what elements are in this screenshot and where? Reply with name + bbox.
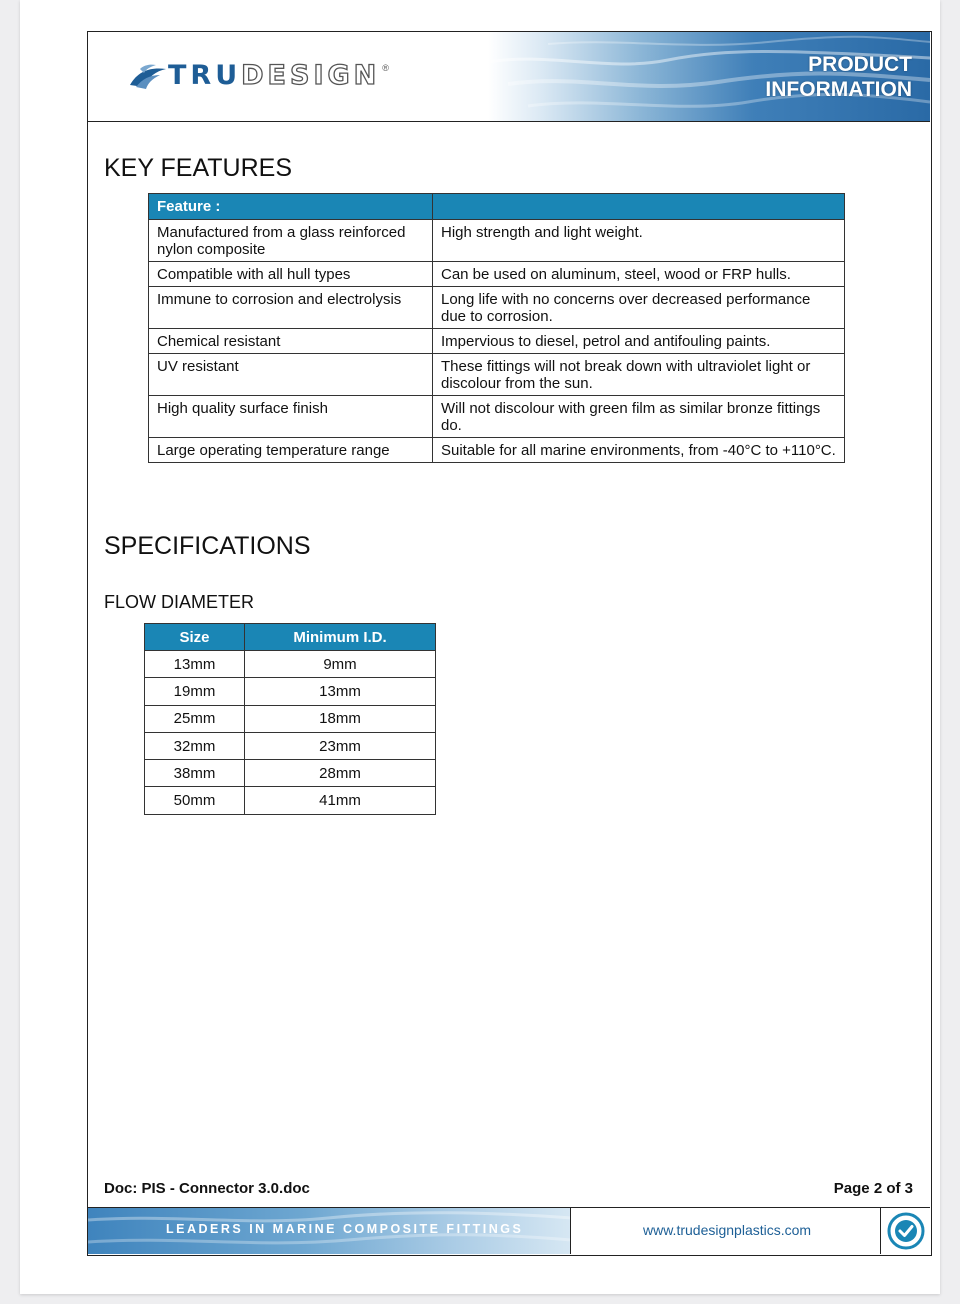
benefit-column-header	[433, 194, 845, 220]
size-cell: 50mm	[145, 787, 245, 814]
feature-cell: Immune to corrosion and electrolysis	[149, 287, 433, 329]
table-row	[145, 732, 436, 759]
feature-cell: Large operating temperature range	[149, 438, 433, 463]
table-row	[145, 678, 436, 705]
min-id-cell: 41mm	[245, 787, 436, 814]
specifications-title: SPECIFICATIONS	[104, 532, 311, 560]
document-page	[20, 0, 940, 1294]
key-features-title: KEY FEATURES	[104, 154, 293, 182]
logo-design: DESIGN	[241, 60, 381, 91]
flow-diameter-title: FLOW DIAMETER	[104, 592, 255, 612]
table-row	[145, 705, 436, 732]
benefit-cell: Long life with no concerns over decreased performance due to corrosion.	[433, 287, 845, 329]
min-id-cell: 28mm	[245, 760, 436, 787]
benefit-cell: High strength and light weight.	[433, 220, 845, 262]
page-header	[88, 32, 930, 122]
feature-cell: Manufactured from a glass reinforced nylon composite	[149, 220, 433, 262]
table-row	[149, 329, 845, 354]
logo-wordmark	[168, 60, 380, 91]
table-row	[149, 262, 845, 287]
min-id-cell: 23mm	[245, 732, 436, 759]
registered-mark: ®	[382, 62, 389, 73]
wave-logo-icon	[128, 61, 168, 91]
trudesign-logo	[128, 60, 389, 91]
min-id-cell: 13mm	[245, 678, 436, 705]
header-water-banner	[488, 32, 930, 122]
table-row	[149, 396, 845, 438]
certification-check-icon	[887, 1212, 925, 1250]
table-header-row	[149, 194, 845, 220]
feature-cell: High quality surface finish	[149, 396, 433, 438]
benefit-cell: Can be used on aluminum, steel, wood or FRP hulls.	[433, 262, 845, 287]
size-cell: 19mm	[145, 678, 245, 705]
website-link[interactable]: www.trudesignplastics.com	[643, 1222, 812, 1238]
table-row	[149, 354, 845, 396]
min-id-cell: 18mm	[245, 705, 436, 732]
banner-line-2: INFORMATION	[765, 78, 912, 101]
feature-cell: UV resistant	[149, 354, 433, 396]
min-id-column-header: Minimum I.D.	[245, 624, 436, 651]
size-cell: 38mm	[145, 760, 245, 787]
size-cell: 32mm	[145, 732, 245, 759]
table-row	[149, 287, 845, 329]
table-row	[149, 438, 845, 463]
benefit-cell: Impervious to diesel, petrol and antifouling paints.	[433, 329, 845, 354]
size-cell: 25mm	[145, 705, 245, 732]
feature-cell: Chemical resistant	[149, 329, 433, 354]
page-number: Page 2 of 3	[833, 1180, 913, 1197]
size-column-header: Size	[145, 624, 245, 651]
feature-column-header: Feature :	[149, 194, 433, 220]
page-frame	[87, 31, 932, 1256]
benefit-cell: Will not discolour with green film as similar bronze fittings do.	[433, 396, 845, 438]
footer-tagline: LEADERS IN MARINE COMPOSITE FITTINGS	[166, 1222, 524, 1236]
table-row	[145, 760, 436, 787]
key-features-table	[148, 193, 845, 463]
feature-cell: Compatible with all hull types	[149, 262, 433, 287]
table-row	[145, 787, 436, 814]
min-id-cell: 9mm	[245, 651, 436, 678]
banner-line-1: PRODUCT	[808, 53, 912, 76]
flow-diameter-table	[144, 623, 436, 815]
footer-bar	[88, 1207, 930, 1255]
footer-water-banner	[88, 1208, 571, 1254]
table-row	[149, 220, 845, 262]
document-id: Doc: PIS - Connector 3.0.doc	[104, 1180, 310, 1197]
size-cell: 13mm	[145, 651, 245, 678]
table-row	[145, 651, 436, 678]
benefit-cell: These fittings will not break down with ultraviolet light or discolour from the sun.	[433, 354, 845, 396]
certification-box	[880, 1208, 930, 1254]
product-information-label	[765, 52, 912, 102]
benefit-cell: Suitable for all marine environments, from -40°C to +110°C.	[433, 438, 845, 463]
table-header-row	[145, 624, 436, 651]
logo-tru: TRU	[168, 60, 242, 91]
